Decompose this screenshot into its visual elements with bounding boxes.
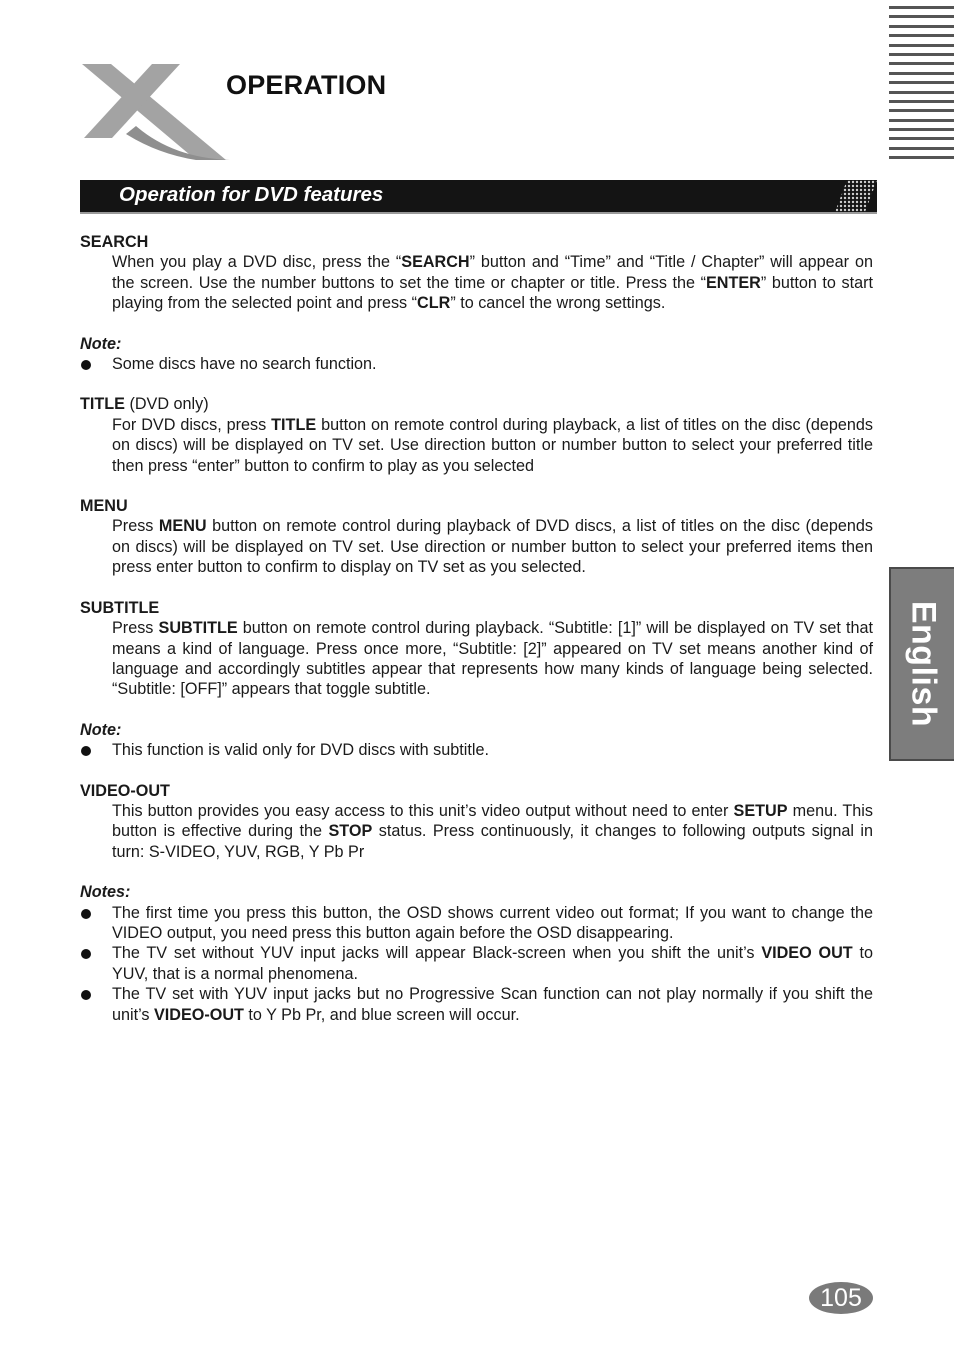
bullet-dot-icon [81, 990, 91, 1000]
subtitle-paragraph: Press SUBTITLE button on remote control during playback. “Subtitle: [1]” will be displayed on TV set that means a kind of language. Press once more, “Subtitle: [2]” appeared on TV set means another kind of language and accordingly subtitles appear that represents how many kinds of language being selected. “Subtitle: [OFF]” appears that toggle subtitle. [112, 619, 873, 699]
note-bullet: The TV set without YUV input jacks will appear Black-screen when you shift the unit’s VIDEO OUT to YUV, that is a normal phenomena. [80, 943, 873, 984]
section-header-bar [80, 180, 877, 214]
language-tab-label: English [904, 600, 942, 728]
main-content [80, 232, 873, 1025]
videoout-heading: VIDEO-OUT [80, 781, 170, 800]
note-bullet: Some discs have no search function. [80, 354, 873, 374]
corner-decoration [889, 6, 954, 166]
page-title: OPERATION [226, 70, 387, 100]
brand-x-logo [78, 62, 230, 164]
title-paragraph: For DVD discs, press TITLE button on remote control during playback, a list of titles on the disc (depends on discs) will be displayed on TV set. Use direction button or number button to select your preferred title then press “enter” button to confirm to play as you selected [112, 415, 873, 475]
note-bullet: The TV set with YUV input jacks but no Progressive Scan function can not play normally if you shift the unit’s VIDEO-OUT to Y Pb Pr, and blue screen will occur. [80, 984, 873, 1025]
menu-heading: MENU [80, 497, 128, 516]
notes-label: Notes: [80, 883, 131, 902]
videoout-paragraph: This button provides you easy access to this unit’s video output without need to enter SETUP menu. This button is effective during the STOP status. Press continuously, it changes to following outputs signal in turn: S-VIDEO, YUV, RGB, Y Pb Pr [112, 801, 873, 861]
subtitle-heading: SUBTITLE [80, 598, 160, 617]
search-heading: SEARCH [80, 233, 149, 251]
section-title: Operation for DVD features [119, 183, 384, 206]
bullet-dot-icon [81, 746, 91, 756]
bullet-dot-icon [81, 949, 91, 959]
language-tab [889, 567, 954, 761]
title-heading: TITLE (DVD only) [80, 395, 209, 414]
menu-paragraph: Press MENU button on remote control during playback of DVD discs, a list of titles on the disc (depends on discs) will be displayed on TV set. Use direction or number button to select your preferred items then press enter button to confirm to display on TV set as you selected. [112, 517, 873, 577]
search-paragraph: When you play a DVD disc, press the “SEARCH” button and “Time” and “Title / Chapter” will appear on the screen. Use the number buttons to set the time or chapter or title. Press the “ENTER” button to start playing from the selected point and press “CLR” to cancel the wrong settings. [112, 253, 873, 313]
page-number: 105 [809, 1282, 873, 1314]
bullet-dot-icon [81, 909, 91, 919]
note-label: Note: [80, 720, 122, 739]
halftone-pattern [835, 180, 877, 212]
note-bullet: The first time you press this button, the OSD shows current video out format; If you want to change the VIDEO output, you need press this button again before the OSD disappearing. [80, 903, 873, 944]
bullet-dot-icon [81, 360, 91, 370]
note-label: Note: [80, 334, 122, 353]
note-bullet: This function is valid only for DVD discs with subtitle. [80, 740, 873, 760]
